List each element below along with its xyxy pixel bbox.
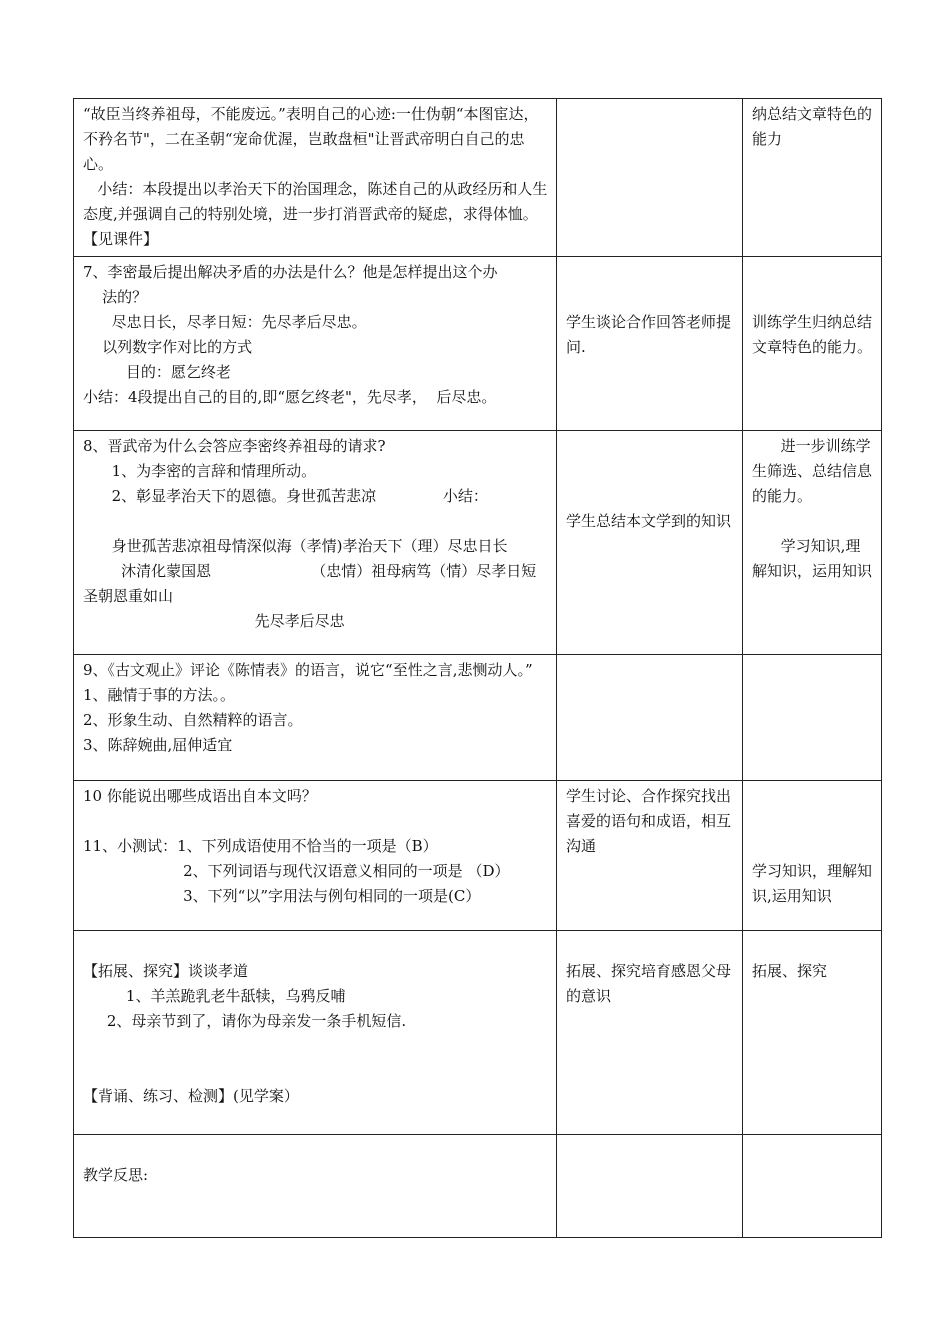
text-line: 法的？ xyxy=(83,288,148,306)
lesson-plan-body xyxy=(74,99,882,1238)
text-line xyxy=(752,934,873,959)
text-line: 学生总结本文学到的知识 xyxy=(566,512,732,530)
text-line: 2、母亲节到了，请你为母亲发一条手机短信. xyxy=(83,1012,407,1030)
text-line: 进一步训练学生筛选、总结信息的能力。 xyxy=(752,437,873,505)
text-line: 拓展、探究培育感恩父母的意识 xyxy=(566,962,732,1005)
text-line xyxy=(83,934,548,959)
table-row xyxy=(74,257,882,431)
table-row xyxy=(74,99,882,257)
content-cell xyxy=(74,257,557,431)
content-cell xyxy=(74,781,557,931)
text-line xyxy=(566,934,734,959)
text-line: 目的：愿乞终老 xyxy=(83,363,231,381)
design-intent-cell xyxy=(743,655,882,781)
table-row xyxy=(74,1135,882,1238)
content-cell xyxy=(74,931,557,1135)
text-line: 1、融情于事的方法。。 xyxy=(83,686,236,704)
student-activity-cell xyxy=(557,431,743,655)
text-line xyxy=(83,509,548,534)
text-line: 小结：本段提出以孝治天下的治国理念，陈述自己的从政经历和人生态度,并强调自己的特别处境，进一步打消晋武帝的疑虑，求得体恤。 【见课件】 xyxy=(83,180,595,248)
design-intent-cell xyxy=(743,1135,882,1238)
text-line: 7、李密最后提出解决矛盾的办法是什么？他是怎样提出这个办 xyxy=(83,263,498,281)
design-intent-cell xyxy=(743,257,882,431)
student-activity-cell xyxy=(557,99,743,257)
table-row xyxy=(74,655,882,781)
text-line: 8、晋武帝为什么会答应李密终养祖母的请求? xyxy=(83,437,386,455)
text-line: 学习知识,理解知识，运用知识 xyxy=(752,537,873,580)
student-activity-cell xyxy=(557,655,743,781)
text-line: 10 你能说出哪些成语出自本文吗？ xyxy=(83,787,317,805)
text-line: 身世孤苦悲凉祖母情深似海（孝情)孝治天下（理）尽忠日长 xyxy=(83,537,508,555)
table-row xyxy=(74,431,882,655)
text-line: 2、彰显孝治天下的恩德。身世孤苦悲凉 小结： xyxy=(83,487,488,505)
text-line: 【背诵、练习、检测】(见学案） xyxy=(83,1087,299,1105)
student-activity-cell xyxy=(557,257,743,431)
student-activity-cell xyxy=(557,931,743,1135)
text-line xyxy=(83,1138,548,1163)
text-line xyxy=(83,1034,548,1059)
text-line: 拓展、探究 xyxy=(752,962,828,980)
text-line: 以列数字作对比的方式 xyxy=(83,338,253,356)
content-cell xyxy=(74,1135,557,1238)
content-cell xyxy=(74,99,595,257)
text-line: 训练学生归纳总结文章特色的能力。 xyxy=(752,313,873,356)
student-activity-cell xyxy=(557,781,743,931)
text-line: 先尽孝后尽忠 xyxy=(83,612,345,630)
text-line: 1、为李密的言辞和情理所动。 xyxy=(83,462,317,480)
text-line: “故臣当终养祖母，不能废远。”表明自己的心迹:一仕伪朝“本图宦达，不矜名节"，二在圣朝“宠命优渥，岂敢盘桓"让晋武帝明白自己的忠心。 xyxy=(83,105,539,173)
text-line: 3、下列“以”字用法与例句相同的一项是(C） xyxy=(83,887,481,905)
text-line: 3、陈辞婉曲,屈伸适宜 xyxy=(83,736,233,754)
text-line: 尽忠日长，尽孝日短：先尽孝后尽忠。 xyxy=(83,313,367,331)
content-cell xyxy=(74,655,557,781)
text-line: 11、小测试：1、下列成语使用不恰当的一项是（B） xyxy=(83,837,438,855)
text-line: 2、下列词语与现代汉语意义相同的一项是 （D） xyxy=(83,862,510,880)
lesson-plan-table xyxy=(73,98,882,1238)
content-cell xyxy=(74,431,557,655)
student-activity-cell xyxy=(557,1135,743,1238)
text-line xyxy=(752,509,873,534)
design-intent-cell xyxy=(743,431,882,655)
design-intent-cell xyxy=(743,931,882,1135)
text-line: 教学反思: xyxy=(83,1166,149,1184)
design-intent-cell xyxy=(743,781,882,931)
text-line: 沐清化蒙国恩 （忠情）祖母病笃（情）尽孝日短圣朝恩重如山 xyxy=(83,562,537,605)
text-line: 纳总结文章特色的能力 xyxy=(752,105,873,148)
text-line: 9、《古文观止》评论《陈情表》的语言，说它“至性之言,悲恻动人。” xyxy=(83,661,533,679)
text-line: 小结：4段提出自己的目的,即“愿乞终老"，先尽孝， 后尽忠。 xyxy=(83,388,497,406)
text-line xyxy=(83,1059,548,1084)
text-line: 学习知识，理解知识,运用知识 xyxy=(752,862,873,905)
text-line: 2、形象生动、自然精粹的语言。 xyxy=(83,711,303,729)
text-line: 1、羊羔跪乳老牛舐犊，乌鸦反哺 xyxy=(83,987,346,1005)
table-row xyxy=(74,931,882,1135)
text-line xyxy=(83,809,548,834)
text-line: 【拓展、探究】谈谈孝道 xyxy=(83,962,249,980)
table-row xyxy=(74,781,882,931)
text-line: 学生谈论合作回答老师提问. xyxy=(566,313,732,356)
text-line: 学生讨论、合作探究找出喜爱的语句和成语，相互沟通 xyxy=(566,787,732,855)
design-intent-cell xyxy=(743,99,882,257)
